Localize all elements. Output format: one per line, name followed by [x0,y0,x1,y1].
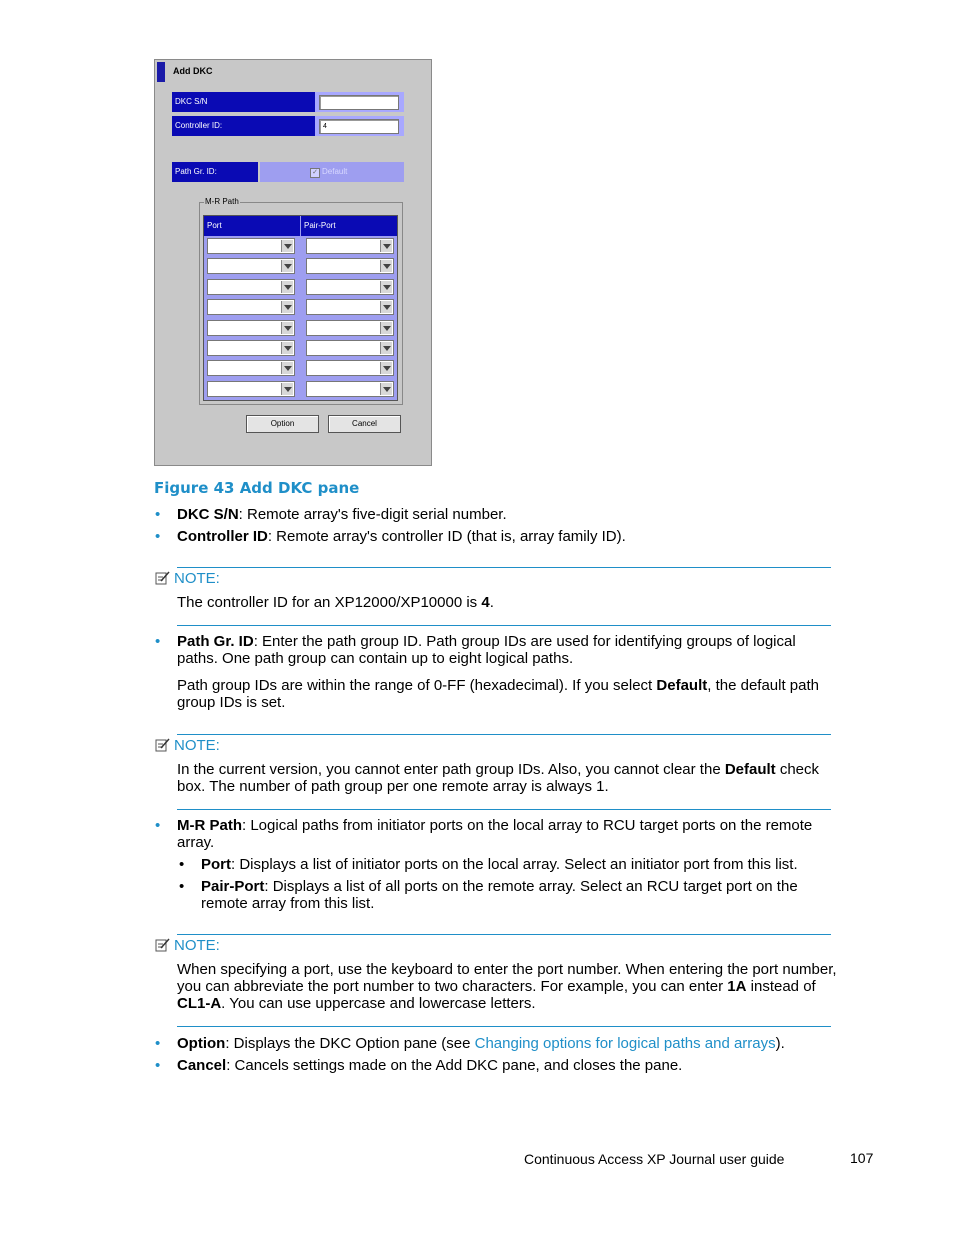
chevron-down-icon[interactable] [380,281,392,293]
mr-path-table [203,215,398,401]
list-item [155,528,837,545]
note-rule-top [177,934,831,935]
pair-port-dropdown[interactable] [306,258,394,274]
chevron-down-icon[interactable] [380,342,392,354]
controller-id-field-frame [315,116,404,136]
chevron-down-icon[interactable] [281,383,293,395]
bullet-text: : Remote array's five-digit serial number. [238,506,507,523]
pair-port-dropdown[interactable] [306,360,394,376]
note-rule-top [177,734,831,735]
chevron-down-icon[interactable] [380,383,392,395]
port-dropdown[interactable] [207,360,295,376]
port-dropdown[interactable] [207,238,295,254]
note-text: instead of [746,978,816,995]
note-text: . [489,594,494,611]
note-pencil-icon [155,738,170,752]
note-rule-bottom [177,1026,831,1027]
note-bold: 1A [727,978,747,995]
chevron-down-icon[interactable] [281,322,293,334]
bullet-text: ). [775,1035,785,1052]
note-heading [155,570,220,587]
bullet-term: Port [201,856,231,873]
port-dropdown[interactable] [207,299,295,315]
chevron-down-icon[interactable] [281,240,293,252]
note-heading [155,937,220,954]
figure-caption: Figure 43 Add DKC pane [154,479,360,497]
dkc-sn-field-frame [315,92,404,112]
chevron-down-icon[interactable] [281,342,293,354]
bullet-icon: • [155,1057,161,1074]
controller-id-input[interactable]: 4 [319,119,399,134]
bullet-icon: • [155,506,161,523]
footer-title: Continuous Access XP Journal user guide [524,1151,785,1167]
port-dropdown[interactable] [207,279,295,295]
dkc-sn-label: DKC S/N [172,92,315,112]
chevron-down-icon[interactable] [380,240,392,252]
bullet-text: : Remote array's controller ID (that is, array family ID). [267,528,626,545]
bullet-icon: • [155,633,161,650]
add-dkc-pane [154,59,432,466]
note-bold: CL1-A [177,995,222,1012]
port-column-header: Port [204,216,300,236]
path-gr-id-label: Path Gr. ID: [172,162,258,182]
note-label: NOTE: [174,737,220,754]
mr-path-legend: M-R Path [205,197,239,206]
port-dropdown[interactable] [207,340,295,356]
sub-list-item [179,856,831,873]
note-text: check box. The number of path group per one remote array is always 1. [177,761,820,795]
bullet-text: : Displays a list of initiator ports on the local array. Select an initiator port from this list. [231,856,798,873]
note-text: . You can use uppercase and lowercase letters. [221,995,536,1012]
pane-title: Add DKC [173,66,213,76]
default-checkbox-area [260,162,404,182]
chevron-down-icon[interactable] [380,362,392,374]
changing-options-link[interactable]: Changing options for logical paths and arrays [474,1035,776,1052]
list-item [155,1057,837,1074]
pair-port-dropdown[interactable] [306,381,394,397]
note-pencil-icon [155,938,170,952]
note-heading [155,737,220,754]
chevron-down-icon[interactable] [281,301,293,313]
mr-path-group [199,197,403,405]
bullet-term: Cancel [177,1057,227,1074]
note-pencil-icon [155,571,170,585]
pair-port-dropdown[interactable] [306,299,394,315]
dkc-sn-input[interactable] [319,95,399,110]
pair-port-dropdown[interactable] [306,340,394,356]
bullet-text: : Displays the DKC Option pane (see [225,1035,475,1052]
bullet-term: Controller ID [177,528,268,545]
option-button[interactable]: Option [246,415,319,433]
bullet-term: DKC S/N [177,506,239,523]
note-body [177,961,837,1012]
note-text: The controller ID for an XP12000/XP10000 is [177,594,482,611]
note-rule-bottom [177,809,831,810]
bullet-term: M-R Path [177,817,242,834]
sub-list-item [179,878,831,912]
title-bar-accent [157,62,165,82]
controller-id-label: Controller ID: [172,116,315,136]
bullet-icon: • [155,1035,161,1052]
bullet-text: : Enter the path group ID. Path group IDs are used for identifying groups of logical paths. One path group can contain up to eight logical paths. [177,633,796,667]
port-dropdown[interactable] [207,258,295,274]
note-bold: 4 [481,594,490,611]
list-item [155,817,837,851]
list-item [155,1035,837,1052]
bullet-text: : Displays a list of all ports on the remote array. Select an RCU target port on the remote array from this list. [201,878,798,912]
port-dropdown[interactable] [207,381,295,397]
bullet-icon: • [155,528,161,545]
chevron-down-icon[interactable] [281,362,293,374]
pair-port-column-header: Pair-Port [301,216,397,236]
bullet-icon: • [179,856,185,873]
para-text: , the default path group IDs is set. [177,677,820,711]
page-number: 107 [850,1150,874,1166]
note-label: NOTE: [174,937,220,954]
note-body [177,761,837,795]
chevron-down-icon[interactable] [380,301,392,313]
default-checkbox-label: Default [322,167,348,176]
bullet-icon: • [179,878,185,895]
chevron-down-icon[interactable] [380,260,392,272]
cancel-button[interactable]: Cancel [328,415,401,433]
note-rule-top [177,567,831,568]
note-body [177,594,837,611]
para-text: Path group IDs are within the range of 0-FF (hexadecimal). If you select [177,677,657,694]
list-item [155,506,837,523]
note-text: When specifying a port, use the keyboard to enter the port number. When entering the port number, you can abbreviate the port number to two characters. For example, you can enter [177,961,837,995]
bullet-icon: • [155,817,161,834]
chevron-down-icon[interactable] [281,281,293,293]
bullet-paragraph [177,677,837,711]
bullet-term: Pair-Port [201,878,265,895]
bullet-text: : Logical paths from initiator ports on the local array to RCU target ports on the remote array. [177,817,813,851]
checkbox-checked-icon: ✓ [310,168,320,178]
port-dropdown[interactable] [207,320,295,336]
bullet-term: Path Gr. ID [177,633,254,650]
list-item [155,633,837,667]
para-bold: Default [656,677,708,694]
pair-port-dropdown[interactable] [306,320,394,336]
pair-port-dropdown[interactable] [306,279,394,295]
note-label: NOTE: [174,570,220,587]
note-rule-bottom [177,625,831,626]
chevron-down-icon[interactable] [380,322,392,334]
chevron-down-icon[interactable] [281,260,293,272]
pair-port-dropdown[interactable] [306,238,394,254]
bullet-term: Option [177,1035,226,1052]
note-bold: Default [724,761,776,778]
note-text: In the current version, you cannot enter path group IDs. Also, you cannot clear the [177,761,725,778]
bullet-text: : Cancels settings made on the Add DKC pane, and closes the pane. [226,1057,683,1074]
